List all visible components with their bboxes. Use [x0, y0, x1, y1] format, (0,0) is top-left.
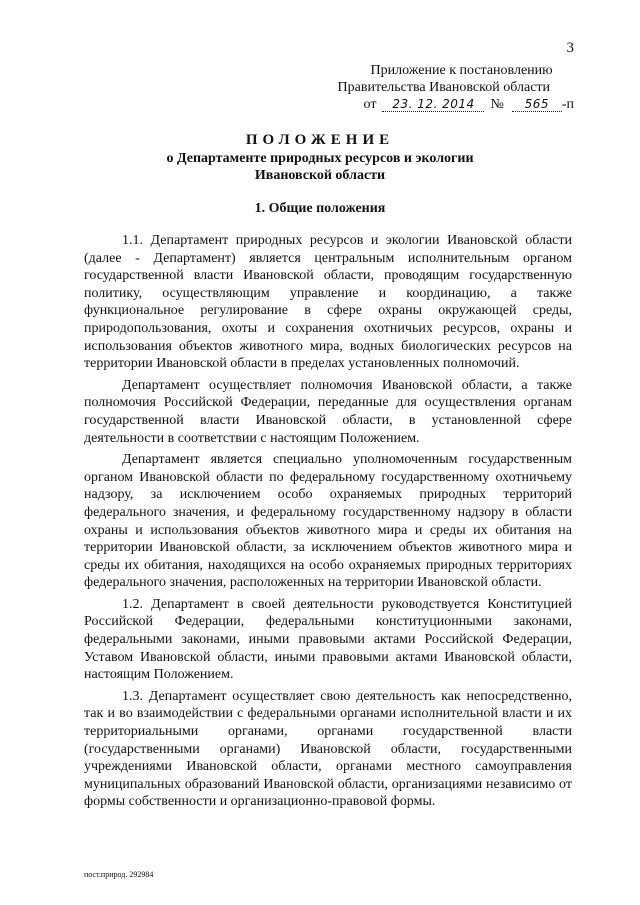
date-prefix: от: [363, 97, 377, 112]
title-main: ПОЛОЖЕНИЕ: [245, 132, 395, 148]
section-body: [84, 232, 572, 815]
document-title: [0, 132, 640, 184]
number-suffix: -п: [561, 97, 574, 112]
paragraph-1-3: 1.3. Департамент осуществляет свою деятельность как непосредственно, так и во взаимодействии с федеральными органами исполнительной власти и их территориальными органами, органами государственной власти (государственными органами) Ивановской области, государственными учреждениями Ивановской области, органами местного самоуправления муниципальных образований Ивановской области, организациями независимо от формы собственности и организационно-правовой формы.: [84, 688, 572, 810]
handwritten-date: 23. 12. 2014: [382, 97, 484, 112]
header-line-government: Правительства Ивановской области: [337, 80, 551, 95]
title-region: Ивановской области: [254, 168, 386, 183]
header-date-row: [338, 96, 574, 113]
page-number: 3: [566, 40, 574, 56]
paragraph-authorized-body: Департамент является специально уполномоченным государственным органом Ивановской области по федеральному государственному охотничьему надзору, за исключением особо охраняемых природных территорий федерального значения, и федеральному государственному надзору в области охраны и использования объектов животного мира и среды их обитания на территории Ивановской области, за исключением объектов животного мира и среды их обитания, находящихся на особо охраняемых природных территориях федерального значения, расположенных на территории Ивановской области.: [84, 452, 572, 591]
paragraph-powers: Департамент осуществляет полномочия Ивановской области, а также полномочия Российской Федерации, переданные для осуществления органам государственной власти Ивановской области, в установленной сфере деятельности в соответствии с настоящим Положением.: [84, 377, 572, 446]
paragraph-1-2: 1.2. Департамент в своей деятельности руководствуется Конституцией Российской Федерации, федеральными конституционными законами, федеральными законами, иными правовыми актами Российской Федерации, Уставом Ивановской области, иными правовыми актами Ивановской области, настоящим Положением.: [84, 596, 572, 683]
number-prefix: №: [490, 97, 504, 112]
approval-header: [338, 62, 574, 113]
title-subject: о Департаменте природных ресурсов и экологии: [166, 151, 474, 166]
footer-code: пост.природ. 292984: [84, 870, 154, 879]
handwritten-number: 565: [512, 97, 562, 112]
section-heading: 1. Общие положения: [254, 201, 386, 216]
paragraph-1-1: 1.1. Департамент природных ресурсов и экологии Ивановской области (далее - Департамент) является центральным исполнительным органом государственной власти Ивановской области, проводящим государственную политику, осуществляющим управление и координацию, а также функциональное регулирование в сфере охраны окружающей среды, природопользования, охоты и сохранения охотничьих ресурсов, охраны и использования объектов животного мира, водных биологических ресурсов на территории Ивановской области в пределах установленных полномочий.: [84, 233, 572, 372]
header-line-appendix: Приложение к постановлению: [370, 63, 553, 78]
